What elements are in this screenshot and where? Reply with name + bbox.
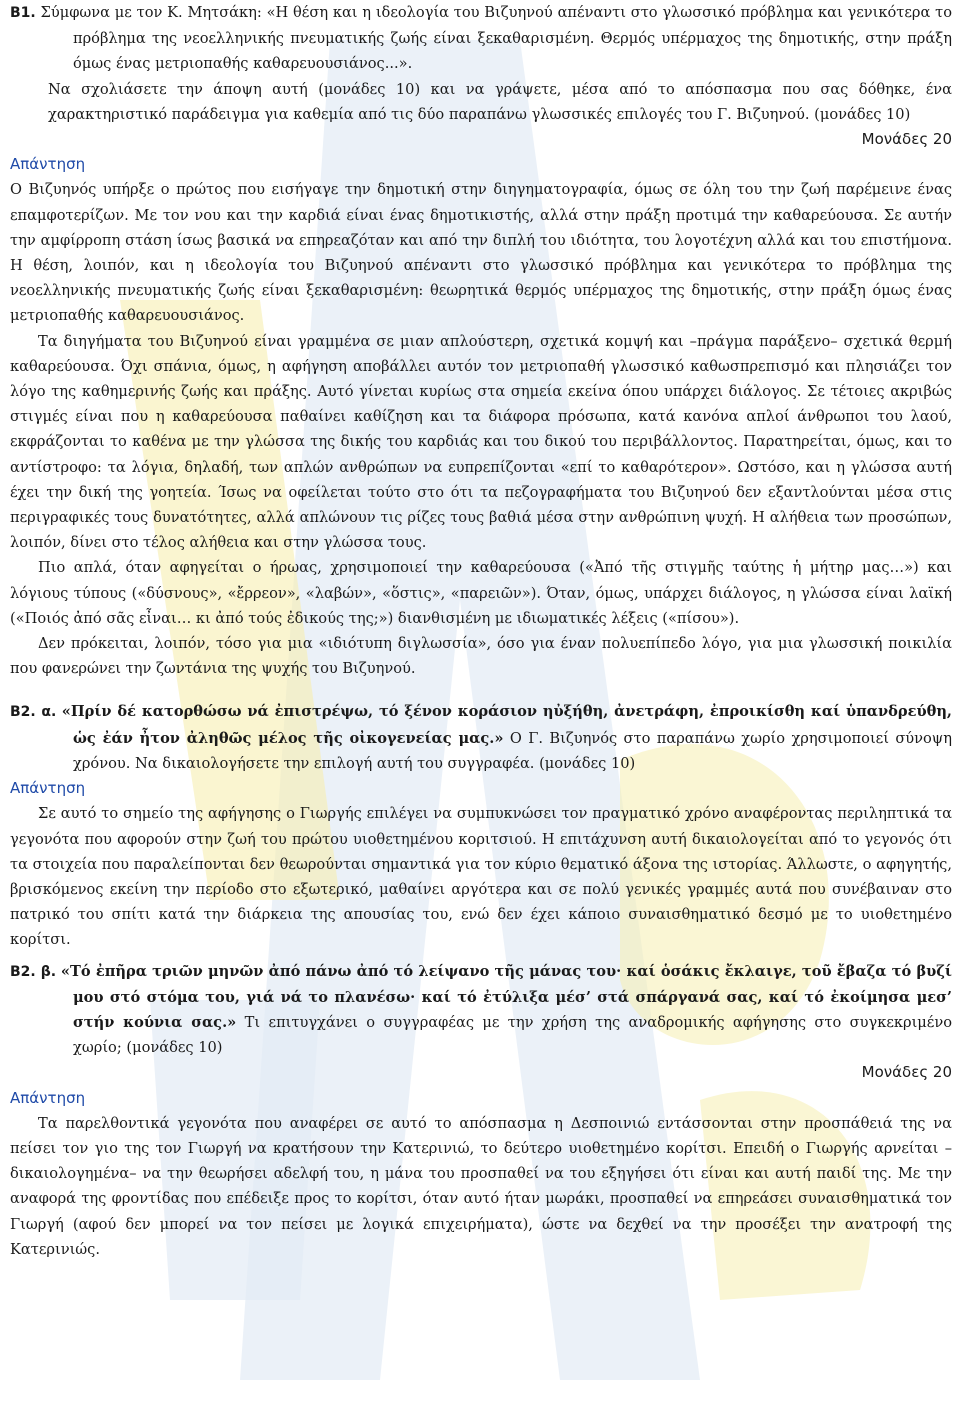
b1-answer-paragraph-2: Τα διηγήματα του Βιζυηνού είναι γραμμένα σε μιαν απλούστερη, σχετικά κομψή και –πράγμα παράξενο– σχετικά θερμή καθαρεύουσα. Όχι σπάνια, όμως, η αφήγηση αποβάλλει αυτόν τον μετριοπαθή γλωσσικό καθωσπρεπισμό και πλησιάζει τον λόγο της καθημερινής ζωής και πράξης. Αυτό γίνεται κυρίως στα σημεία εκείνα όπου υπάρχει διάλογος. Σε τέτοιες ακριβώς στιγμές είναι που η καθαρεύουσα παθαίνει καθίζηση και τα διάφορα πρόσωπα, κατά κανόνα απλοί άνθρωποι του λαού, εκφράζονται το καθένα με την γλώσσα της δικής του καρδιάς και του δικού του περιβάλλοντος. Παρατηρείται, όμως, και το αντίστροφο: τα λόγια, δηλαδή, των απλών ανθρώπων να ευπρεπίζονται «επί το καθαρότερον». Ωστόσο, και η γλώσσα αυτή έχει την δική της γοητεία. Ίσως να οφείλεται τούτο στο ότι τα πεζογραφήματα του Βιζυηνού δεν εξαντλούνται μέσα στις περιγραφικές τους δυνατότητες, αλλά απλώνουν τις ρίζες τους βαθιά μέσα στην ανθρώπινη ψυχή. Η αλήθεια των προσώπων, λοιπόν, δίνει στο τέλος αλήθεια και στην γλώσσα τους. bbox=[10, 332, 952, 552]
b2b-quote: «Τό ἐπῆρα τριῶν μηνῶν ἀπό πάνω ἀπό τό λείψανο τῆς μάνας του· καί ὁσάκις ἔκλαιγε, τοῦ ἔβαζα τό βυζί μου στό στόμα του, γιά νά το πλανέσω· καί τό ἐτύλιξα μέσ’ στά σπάργανά σας, καί τό ἐκοίμησα μεσ’ στήν κούνια σας.» bbox=[60, 962, 952, 1031]
b2a-quote: «Πρίν δέ κατορθώσω νά ἐπιστρέψω, τό ξένον κοράσιον ηὐξήθη, ἀνετράφη, ἐπροικίσθη καί ὑπανδρεύθη, ὡς ἐάν ἦτον ἀληθῶς μέλος τῆς οἰκογενείας μας.» bbox=[61, 703, 953, 747]
b1-answer-heading: Απάντηση bbox=[10, 155, 86, 174]
b2a-label: Β2. α. bbox=[10, 704, 57, 721]
b1-question-lead: Σύμφωνα με τον Κ. Μητσάκη: «Η θέση και η ιδεολογία του Βιζυηνού απέναντι στο γλωσσικό πρόβλημα και γενικότερα το πρόβλημα της νεοελληνικής πνευματικής ζωής είναι ξεκαθαρισμένη. Θερμός υπέρμαχος της δημοτικής, στην πράξη όμως ένας μετριοπαθής καθαρευουσιάνος...». bbox=[40, 4, 952, 73]
b2b-units: Μονάδες 20 bbox=[861, 1063, 952, 1082]
b2a-task: Ο Γ. Βιζυηνός στο παραπάνω χωρίο χρησιμοποιεί σύνοψη χρόνου. Να δικαιολογήσετε την επιλογή αυτή του συγγραφέα. (μονάδες 10) bbox=[73, 729, 952, 772]
b2b-question bbox=[10, 959, 952, 1061]
b1-answer-paragraph-4: Δεν πρόκειται, λοιπόν, τόσο για μια «ιδιότυπη διγλωσσία», όσο για έναν πολυεπίπεδο λόγο, για μια γλωσσική ποικιλία που φανερώνει την ζωντάνια της ψυχής του Βιζυηνού. bbox=[10, 635, 952, 678]
b2a-answer: Σε αυτό το σημείο της αφήγησης ο Γιωργής επιλέγει να συμπυκνώσει τον πραγματικό χρόνο αναφέροντας περιληπτικά τα γεγονότα που αφορούν στην ζωή του πρώτου υιοθετημένου κοριτσιού. Η επιτάχυνση αυτή δικαιολογείται από το γεγονός ότι τα στοιχεία που παραλείπονται δεν θεωρούνται σημαντικά για τον κύριο θεματικό άξονα της ιστορίας. Άλλωστε, ο αφηγητής, βρισκόμενος εκείνη την περίοδο στο εξωτερικό, μαθαίνει αργότερα και σε πολύ γενικές γραμμές αυτά που συνέβαιναν στο πατρικό του σπίτι κατά την διάρκεια της απουσίας του, ενώ δεν έχει κάποιο συναισθηματικό δεσμό με το υιοθετημένο κορίτσι. bbox=[10, 805, 952, 949]
b1-question bbox=[10, 0, 952, 77]
b2b-answer-heading: Απάντηση bbox=[10, 1088, 86, 1107]
b2b-answer: Τα παρελθοντικά γεγονότα που αναφέρει σε αυτό το απόσπασμα η Δεσποινιώ εντάσσονται στην προσπάθειά της να πείσει τον γιο της τον Γιωργή να κρατήσουν την Κατερινιώ, το δεύτερο υιοθετημένο κορίτσι. Επειδή ο Γιωργής αρνείται –δικαιολογημένα– να την θεωρήσει αδελφή του, η μάνα του προσπαθεί να του εξηγήσει ότι είναι και αυτή παιδί της. Με την αναφορά της φροντίδας που επέδειξε προς το κορίτσι, όταν αυτό ήταν μωράκι, προσπαθεί να επηρεάσει συναισθηματικά τον Γιωργή (αφού δεν μπορεί να τον πείσει με λογικά επιχειρήματα), ώστε να δεχθεί να την προσέξει την ανατροφή της Κατερινιώς. bbox=[10, 1114, 952, 1258]
b2a-question bbox=[10, 699, 952, 776]
b1-answer-paragraph-1: Ο Βιζυηνός υπήρξε ο πρώτος που εισήγαγε την δημοτική στην διηγηματογραφία, όμως σε όλη του την ζωή παρέμεινε ένας επαμφοτερίζων. Με τον νου και την καρδιά είναι ένας δημοτικιστής, αλλά στην πράξη προτιμά την καθαρεύουσα. Σε αυτήν την αμφίρροπη στάση ίσως βασικά να επηρεαζόταν και από την διπλή του ιδιότητα, του λογοτέχνη αλλά και του επιστήμονα. Η θέση, λοιπόν, και η ιδεολογία του Βιζυηνού απέναντι στο γλωσσικό πρόβλημα και γενικότερα το πρόβλημα της νεοελληνικής πνευματικής ζωής είναι ξεκαθαρισμένη: θεωρητικά θερμός υπέρμαχος της δημοτικής, στην πράξη όμως ένας μετριοπαθής καθαρευουσιάνος. bbox=[10, 181, 952, 325]
b1-answer-paragraph-3: Πιο απλά, όταν αφηγείται ο ήρωας, χρησιμοποιεί την καθαρεύουσα («Ἀπό τῆς στιγμῆς ταύτης ἡ μήτηρ μας…») και λόγιους τύπους («δύσνους», «ἔρρεον», «λαβών», «ὅστις», «παρειῶν»). Όταν, όμως, υπάρχει διάλογος, η γλώσσα είναι λαϊκή («Ποιός ἀπό σᾶς εἶναι… κι ἀπό τούς ἐδικούς της;») διανθισμένη με ιδιωματικές λέξεις («πίσου»). bbox=[10, 559, 952, 627]
b2a-answer-heading: Απάντηση bbox=[10, 779, 86, 798]
exam-page bbox=[10, 0, 952, 1262]
b1-units: Μονάδες 20 bbox=[861, 130, 952, 149]
b1-label: Β1. bbox=[10, 5, 36, 21]
b2b-task: Τι επιτυγχάνει ο συγγραφέας με την χρήση της αναδρομικής αφήγησης στο συγκεκριμένο χωρίο; (μονάδες 10) bbox=[73, 1013, 953, 1057]
b1-question-task: Να σχολιάσετε την άποψη αυτή (μονάδες 10) και να γράψετε, μέσα από το απόσπασμα που σας δόθηκε, ένα χαρακτηριστικό παράδειγμα για καθεμία από τις δύο παραπάνω γλωσσικές επιλογές του Γ. Βιζυηνού. (μονάδες 10) bbox=[48, 80, 952, 123]
b2b-label: Β2. β. bbox=[10, 963, 57, 980]
